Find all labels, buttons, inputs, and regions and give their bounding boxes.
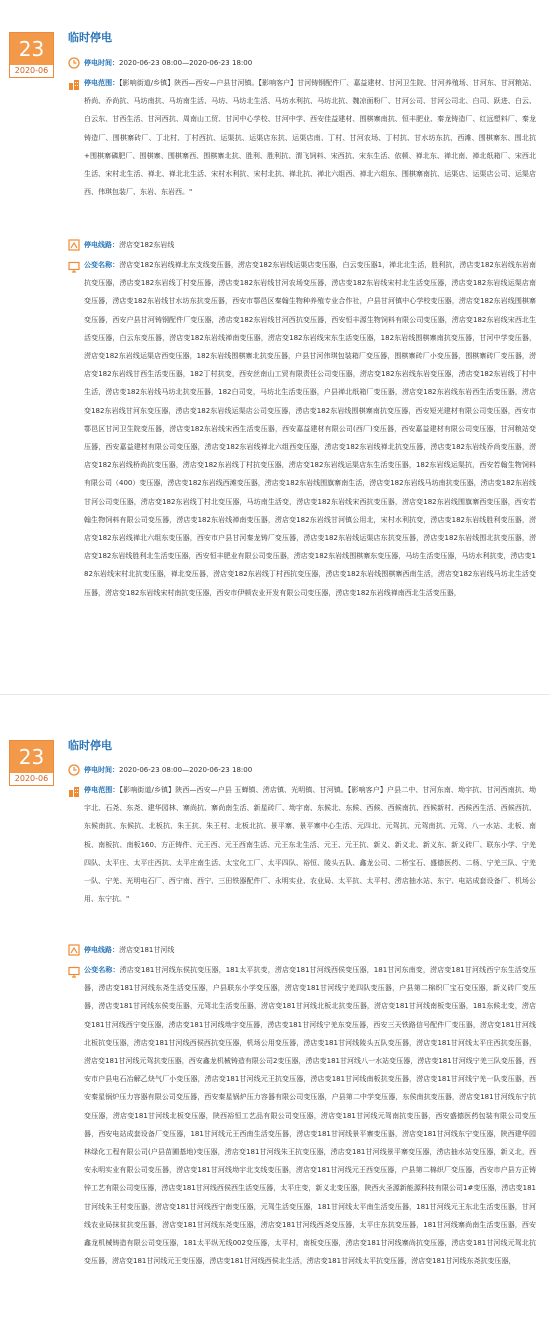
monitor-icon <box>68 966 80 978</box>
transformer-value: 涝店变182东岩线禅北东支线变压器，涝店变182东岩线运渠店变压器，白云变压器1，禅北北生活，胜利抗，涝店变182东岩线东岩南抗变压器，涝店变182东岩线丁村变压器，涝店变182东岩线甘河农场变压器，涝店变182东岩线宋村北生活变压器，涝店变182东岩线运渠店南变压器，涝店变182东岩线甘水坊东抗变压器，西安市鄠邑区秦翰生物种养殖专业合作社，户县甘河镇中心学校变压器，涝店变182东岩线围棋寨变压器，西安户县甘河铸钢配件厂变压器，涝店变182东岩线甘河西抗变压器，西安恒丰源生物饲料有限公司变压器，涝店变182东岩线宋西北生活变压器，白云东变压器，涝店变182东岩线禅南变压器，涝店变182东岩线宋东生活变压器，182东岩线围棋寨南抗变压器，甘河中学变压器，涝店变182东岩线运渠店西变压器，182东岩线围棋寨北抗变压器，户县甘河伟琪包装箱厂变压器，围棋寨砖厂小变压器，围棋寨砖厂变压器，涝店变182东岩线甘西生活变压器，182丁村抗变，西安丝南山工贸有限责任公司变压器，涝店变182东岩线东岩变压器，涝店变182东岩线丁村中生活，涝店变182东岩线马坊北抗变压器，182白司变，马坊北生活变压器，户县禅北纸箱厂变压器，涝店变182东岩线东岩西生活变压器，涝店变182东岩线甘河东变压器，涝店变182东岩线运渠店公司变压器，涝店变182东岩线围棋寨南抗变压器，西安短光建材有限公司变压器，西安市鄠邑区甘河卫生院变压器，涝店变182东岩线宋西生活变压器，西安嘉益建材有限公司(西厂)变压器，西安嘉益建材有限公司变压器，甘河粮站变压器，西安嘉益建材有限公司变压器，涝店变182东岩线禅北六组西变压器，涝店变182东岩线禅北抗变压器，涝店变182东岩线乔尚变压器，涝店变182东岩线桥尚抗变压器，涝店变182东岩线丁村抗变压器，涝店变182东岩线运渠店东生活变压器，182东岩线运渠抗，西安若翰生物饲料有限公司（400）变压器，涝店变182东岩线西滩变压器，涝店变182东岩线围旗寨南生活，涝店变182东岩线马坊南抗变压器，涝店变182东岩线甘河公司变压器，涝店变182东岩线丁村北变压器，马坊南生活变，涝店变182东岩线宋西抗变压器，涝店变182东岩线围旗寨西变压器，西安若翰生物饲料有限公司变压器，涝店变182东岩线禅南变压器，涝店变182东岩线甘河镇公用北，宋村水利抗变，涝店变182东岩线胜利变压器，涝店变182东岩线禅北六组东变压器，西安市户县甘河秦龙铸厂变压器，涝店变182东岩线运渠店东抗变压器，涝店变182东岩线围北抗变压器，涝店变182东岩线胜利北生活变压器，西安恒丰肥业有限公司变压器，涝店变182东岩线围棋寨东变压器，马坊生活变压器，马坊水利抗变，涝店变182东岩线宋村北抗变压器，禅北变压器，涝店变182东岩线丁村西抗变压器，涝店变182东岩线围棋寨西南生活，涝店变182东岩线马坊北生活变压器，涝店变182东岩线宋村南抗变压器，西安市伊顿农业开发有限公司变压器，涝店变182东岩线禅南西北生活变压器， <box>84 261 536 597</box>
outage-line-label: 停电线路： <box>84 241 119 249</box>
outage-line-value: 涝店变182东岩线 <box>119 241 175 249</box>
clock-icon <box>68 764 80 776</box>
clock-icon <box>68 57 80 69</box>
transformer-list <box>84 961 536 1270</box>
buildings-icon <box>68 786 80 798</box>
outage-range <box>84 74 536 201</box>
transformer-label: 公变名称： <box>84 261 120 269</box>
outage-range-value: 【影响街道/乡镇】陕西—西安—户县 玉蝉镇、涝店镇、光明镇、甘河镇。【影响客户】户县二中、甘河东南、坳宇抗、甘河西南抗、坳宇北、石尧、东尧、建华园林、寨尚抗、寨尚南生活、新星砖厂、坳宇南、东候北、东候、西候、西候南抗、西候新村、西候西生活、西候西抗、东候南抗、东候抗、北板抗、朱王抗、朱王村、北板北抗、景平寨、景平寨中心生活、元四北、元驾抗、元驾南抗、元驾、八一水站、北板、南板、南板抗、南板160、方正铸件、元王西、元王西南生活、元王东北生活、元王、元王抗、新义、新义北、新义东、新义砖厂、联东小学、宁羌四队、太平庄、太平庄西抗、太平庄南生活、太宝化工厂、太平四队、裕恒、陵头五队、鑫龙公司、二桥宝石、盛德医药、二杨、宁羌三队、宁羌一队、宁羌、光明电石厂、西宁南、西宁、三田铁器配件厂、永明实业、农业局、太平抗、太平村、涝店抽水站、东宁、电站成套设备厂、机场公用、东宁抗。" <box>84 786 536 904</box>
outage-range-value: 【影响街道/乡镇】陕西—西安—户县甘河镇。【影响客户】甘河铸钢配件厂、嘉益建材、甘河卫生院、甘河养殖场、甘河东、甘河粮站、桥尚、乔尚抗、马坊南抗、马坊南生活、马坊、马坊北生活、马坊水利抗、马坊北抗、魏凉面粉厂、甘河公司、甘河公司北、白司、跃进、白云、白云东、甘西生活、甘河西抗、周南山工贸、甘河中心学校、甘河中学、西安佳益建材、围棋寨南抗、恒丰肥业、秦龙铸造厂、红远塑料厂、秦龙铸造厂、围棋寨砖厂、丁北村、丁村西抗、运渠抗、运渠店东抗、运渠店南、丁村、甘河农场、丁村抗、甘水坊东抗、西滩、围棋寨东、围北抗+围棋寨磷肥厂、围棋寨、围棋寨西、围棋寨北抗、胜利、胜利抗、渭飞饲料、宋西抗、宋东生活、依顿、禅北东、禅北南、禅北纸箱厂、宋西北生活、宋村北生活、禅北、禅北北生活、宋村水利抗、宋村北抗、禅北抗、禅北六组西、禅北六组东、围棋寨南抗、运渠店、运渠店公司、运渠店西、伟琪包装厂、东岩、东岩西。" <box>84 79 537 197</box>
notice-title[interactable]: 临时停电 <box>68 31 112 44</box>
date-badge <box>9 740 54 786</box>
outage-time-value: 2020-06-23 08:00—2020-06-23 18:00 <box>119 59 253 67</box>
outage-time-value: 2020-06-23 08:00—2020-06-23 18:00 <box>119 766 253 774</box>
outage-time <box>84 764 536 776</box>
notice-title[interactable]: 临时停电 <box>68 739 112 752</box>
network-icon <box>68 944 80 956</box>
outage-time-label: 停电时间： <box>84 59 119 67</box>
date-day: 23 <box>10 33 53 65</box>
network-icon <box>68 239 80 251</box>
outage-time <box>84 57 536 69</box>
transformer-list <box>84 256 536 602</box>
power-outage-notice <box>0 706 550 1330</box>
outage-line <box>84 944 536 956</box>
outage-line-label: 停电线路： <box>84 946 119 954</box>
outage-line-value: 涝店变181甘河线 <box>119 946 175 954</box>
transformer-label: 公变名称： <box>84 966 120 974</box>
buildings-icon <box>68 79 80 91</box>
outage-range-label: 停电范围： <box>84 786 120 794</box>
divider <box>0 694 550 695</box>
outage-time-label: 停电时间： <box>84 766 119 774</box>
monitor-icon <box>68 261 80 273</box>
date-badge <box>9 32 54 78</box>
outage-range <box>84 781 536 908</box>
date-year-month: 2020-06 <box>14 66 49 75</box>
outage-line <box>84 239 536 251</box>
outage-range-label: 停电范围： <box>84 79 120 87</box>
date-day: 23 <box>10 741 53 773</box>
date-year-month: 2020-06 <box>14 774 49 783</box>
transformer-value: 涝店变181甘河线东侯抗变压器，181太平抗变，涝店变181甘河线西侯变压器，181甘河东南变，涝店变181甘河线西宁东生活变压器，涝店变181甘河线东尧生活变压器，户县联东小学变压器，涝店变181甘河线宁羌四队变压器，户县第二棉织厂宝石变压器，新义砖厂变压器，涝店变181甘河线东侯变压器，元驾北生活变压器，涝店变181甘河线北板北抗变压器，涝店变181甘河线南板变压器，181东候北变，涝店变181甘河线西宁变压器，涝店变181甘河线坳宇变压器，涝店变181甘河线宁羌东变压器，西安三天铁路信号配件厂变压器，涝店变181甘河线北板抗变压器，涝店变181甘河线西侯西抗变压器，机场公用变压器，涝店变181甘河线陵头五队变压器，涝店变181甘河线太平庄西抗变压器，涝店变181甘河线元驾抗变压器，西安鑫龙机械铸造有限公司2变压器，涝店变181甘河线八一水站变压器，涝店变181甘河线宁羌三队变压器，西安市户县电石冶解乙炔气厂小变压器，涝店变181甘河线元王抗变压器，涝店变181甘河线南板抗变压器，涝店变181甘河线宁羌一队变压器，西安秦星锅炉压力容器有限公司变压器，西安秦星锅炉压力容器有限公司变压器，户县第二中学变压器，东侯南抗变压器，涝店变181甘河线东宁抗变压器，涝店变181甘河线北板变压器，陕西裕恒工艺品有限公司变压器，涝店变181甘河线元驾南抗变压器，西安盛德医药包装有限公司变压器，西安电站成套设备厂变压器，181甘河线元王西南生活变压器，涝店变181甘河线景平寨变压器，涝店变181甘河线东宁变压器，陕西建华园林绿化工程有限公司(户县苗圃基地)变压器，涝店变181甘河线朱王抗变压器，涝店变181甘河线景平寨变压器，涝店抽水站变压器，新义北，西安永明实业有限公司变压器，涝店变181甘河线坳宇北支线变压器，涝店变181甘河线元王西变压器，户县第二棉织厂变压器，西安市户县方正铸锌工艺有限公司变压器，涝店变181甘河线西侯西生活变压器，太平庄变，新义北变压器，陕西火圣源新能源科技有限公司1#变压器，涝店变181甘河线朱王村变压器，涝店变181甘河线西宁南变压器，元驾生活变压器，181甘河线太平南生活变压器，181甘河线元王东北生活变压器，甘河线农业局抹贫抗变压器，涝店变181甘河线东尧变压器，涝店变181甘河线西尧变压器，太平庄东抗变压器，181甘河线寨尚南生活变压器，西安鑫龙机械铸造有限公司变压器，181太平纵无线002变压器，太平村，南板变压器，涝店变181甘河线寨尚抗变压器，涝店变181甘河线元驾北抗变压器，涝店变181甘河线元王变压器，涝店变181甘河线西侯北生活，涝店变181甘河线太平抗变压器，涝店变181甘河线东尧抗变压器， <box>84 966 536 1266</box>
